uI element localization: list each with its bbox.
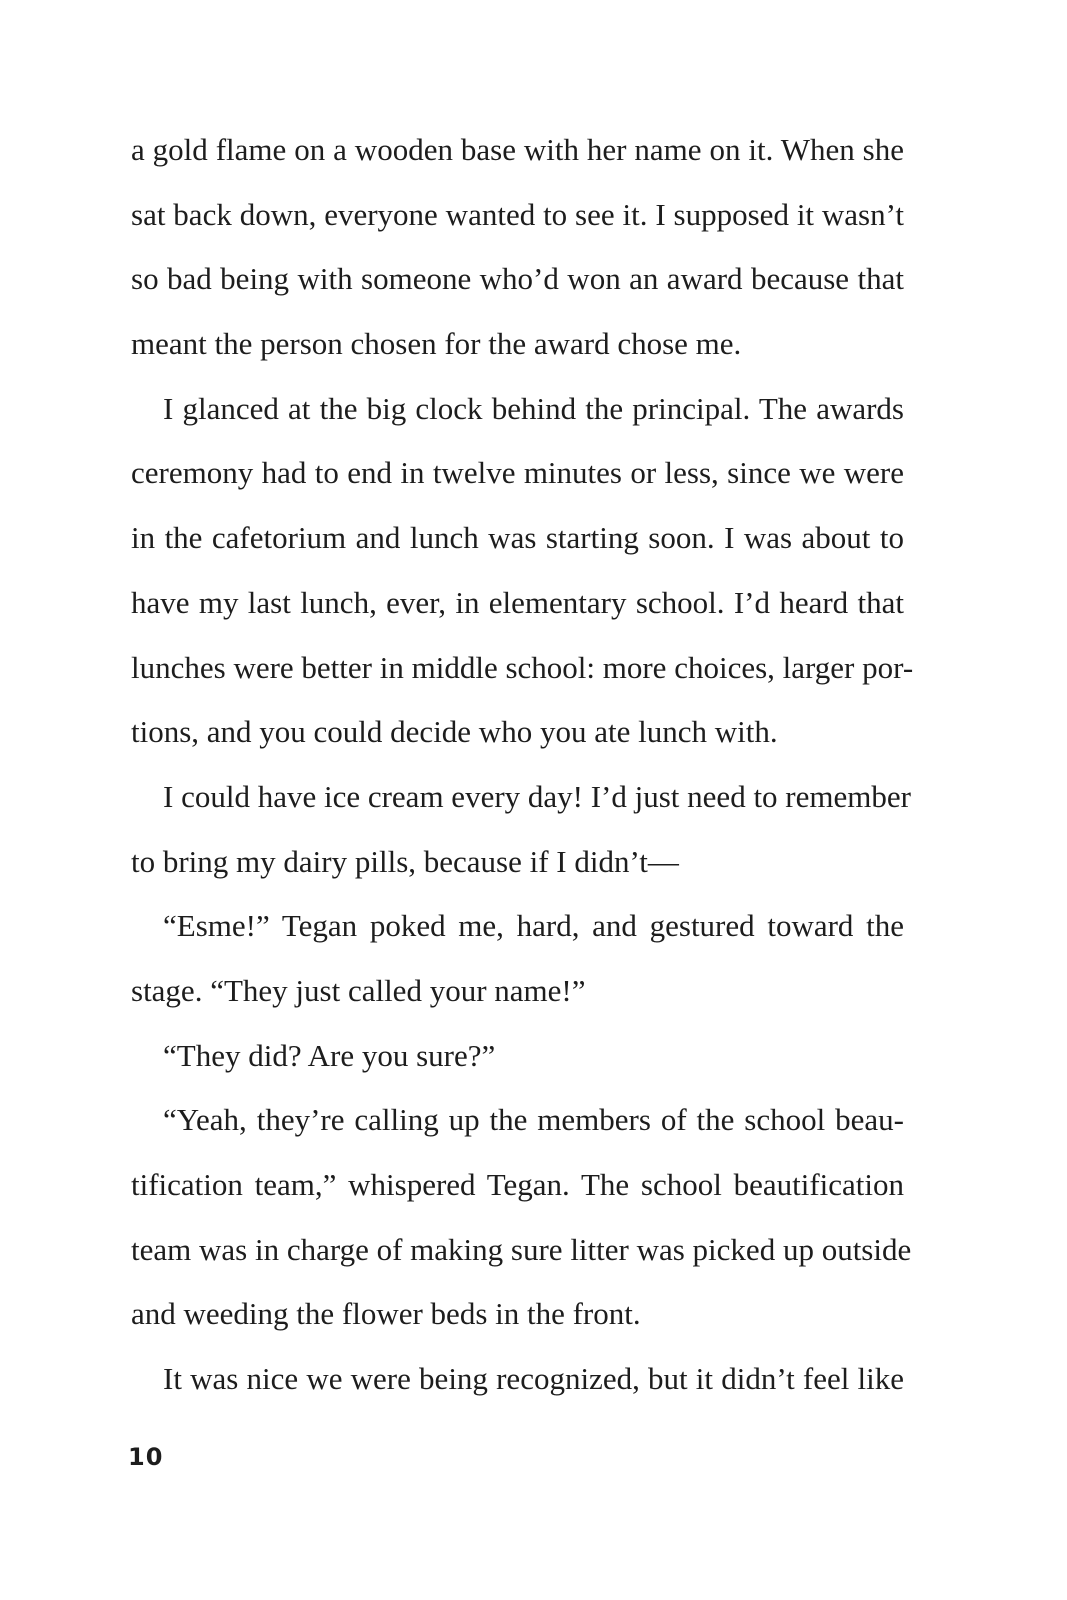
- text-line: I could have ice cream every day! I’d just need to remember: [163, 778, 911, 814]
- text-line: “Yeah, they’re calling up the members of the school beau-: [163, 1102, 904, 1138]
- text-line: It was nice we were being recognized, but it didn’t feel like: [163, 1361, 904, 1397]
- text-line: meant the person chosen for the award chose me.: [131, 326, 742, 362]
- text-line: “They did? Are you sure?”: [163, 1037, 496, 1073]
- text-line: “Esme!” Tegan poked me, hard, and gestured toward the: [163, 908, 904, 944]
- text-line: I glanced at the big clock behind the principal. The awards: [163, 390, 904, 426]
- page-number: 10: [128, 1443, 164, 1471]
- body-text: [131, 118, 914, 1412]
- text-line: a gold flame on a wooden base with her name on it. When she: [131, 132, 904, 167]
- text-line: tions, and you could decide who you ate lunch with.: [131, 714, 778, 750]
- text-line: so bad being with someone who’d won an award because that: [131, 261, 904, 297]
- text-line: and weeding the flower beds in the front.: [131, 1296, 641, 1332]
- text-line: team was in charge of making sure litter was picked up outside: [131, 1231, 912, 1267]
- text-line: stage. “They just called your name!”: [131, 972, 586, 1008]
- text-line: have my last lunch, ever, in elementary school. I’d heard that: [131, 584, 904, 620]
- text-line: to bring my dairy pills, because if I didn’t—: [131, 843, 679, 879]
- text-line: tification team,” whispered Tegan. The school beautification: [131, 1167, 904, 1202]
- text-line: sat back down, everyone wanted to see it. I supposed it wasn’t: [131, 196, 904, 232]
- text-line: ceremony had to end in twelve minutes or less, since we were: [131, 455, 904, 491]
- text-line: in the cafetorium and lunch was starting soon. I was about to: [131, 520, 904, 556]
- text-line: lunches were better in middle school: more choices, larger por-: [131, 649, 914, 685]
